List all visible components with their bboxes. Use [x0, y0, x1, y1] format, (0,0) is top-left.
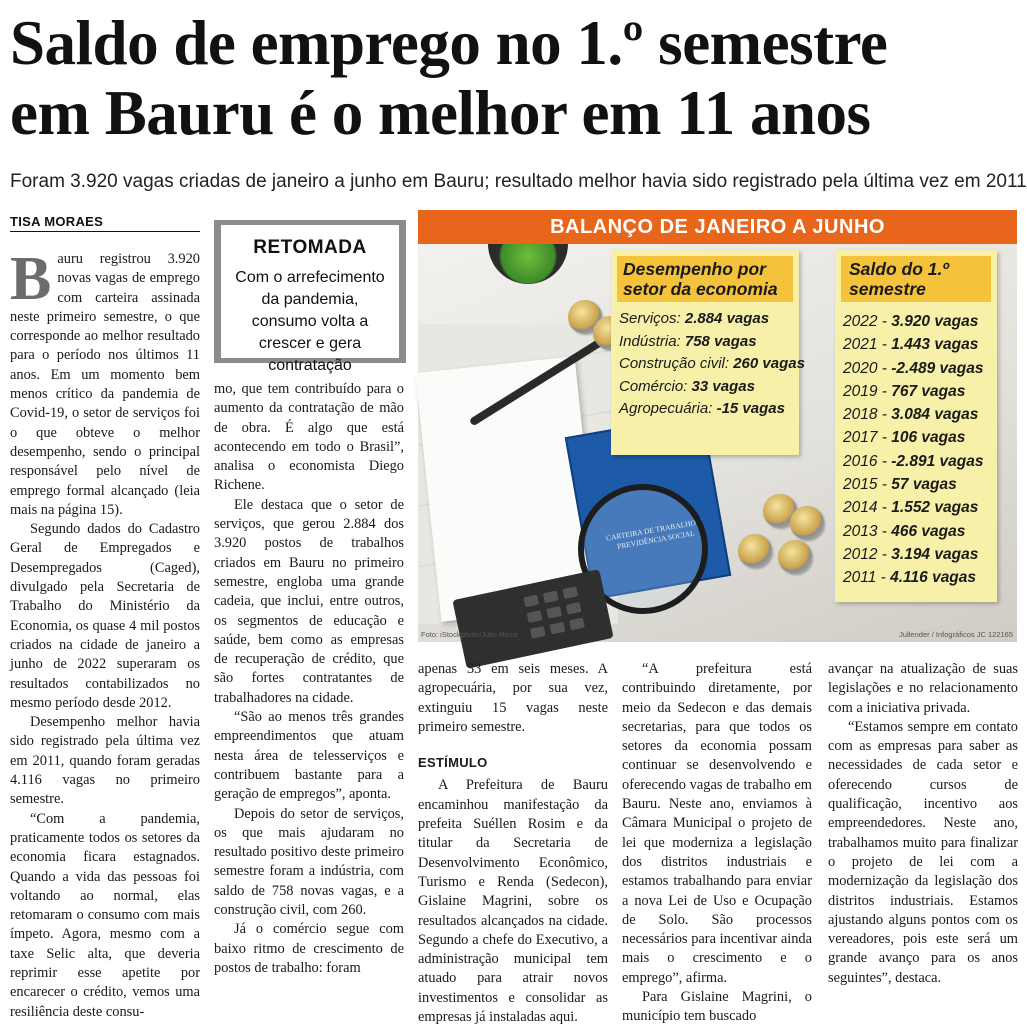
- article-paragraph: Para Gislaine Magrini, o município tem buscado: [622, 989, 812, 1025]
- subheadline: Foram 3.920 vagas criadas de janeiro a junho em Bauru; resultado melhor havia sido registrado pela última vez em 2011: [10, 171, 1027, 192]
- infographic-title: BALANÇO DE JANEIRO A JUNHO: [418, 210, 1017, 244]
- balance-item: 2016 - -2.891 vagas: [843, 452, 984, 470]
- article-paragraph: “São ao menos três grandes empreendimentos que atuam nesta área de telesserviços e contribuem bastante para a geração de empregos”, aponta.: [214, 709, 404, 803]
- balance-item: 2018 - 3.084 vagas: [843, 406, 979, 424]
- article-paragraph: Depois do setor de serviços, os que mais ajudaram no resultado positivo deste primeiro semestre foram a indústria, com saldo de 758 novas vagas, e a construção civil, com 260.: [214, 805, 404, 919]
- photo-credit: Foto: iStockphoto/Julio Ricco: [421, 630, 518, 639]
- sector-item: Indústria: 758 vagas: [619, 332, 757, 350]
- balance-item: 2013 - 466 vagas: [843, 522, 966, 540]
- article-column-5: [828, 660, 1018, 1015]
- plant-illustration: [488, 244, 568, 284]
- coin-icon: [738, 534, 772, 568]
- article-column-2: [214, 380, 404, 1015]
- balance-item: 2012 - 3.194 vagas: [843, 545, 979, 563]
- sector-item: Comércio: 33 vagas: [619, 377, 755, 395]
- headline-line-2: em Bauru é o melhor em 11 anos: [10, 78, 871, 148]
- balance-item: 2019 - 767 vagas: [843, 382, 966, 400]
- work-card-label: CARTEIRA DE TRABALHO E PREVIDÊNCIA SOCIAL: [605, 516, 703, 551]
- art-credit: Jullender / Infográficos JC 122165: [899, 630, 1013, 639]
- balance-item: 2011 - 4.116 vagas: [843, 569, 977, 587]
- pull-box-title: RETOMADA: [253, 237, 367, 258]
- article-paragraph: “Com a pandemia, praticamente todos os setores da economia ficara estagnados. Quando a vida das pessoas foi voltando ao normal, elas retomaram o consumo com mais ímpeto. Agora, mesmo com a taxe Selic alta, que deveria reprimir esse apetite por encarecer o crédito, vemos uma resiliência deste consu-: [10, 810, 200, 1020]
- infographic: [418, 210, 1017, 642]
- balance-panel: [835, 250, 997, 602]
- article-column-3: [418, 660, 608, 1026]
- article-paragraph: Desempenho melhor havia sido registrado pela última vez em 2011, quando foram geradas 4.116 vagas no primeiro semestre.: [10, 714, 200, 808]
- coin-icon: [778, 540, 812, 574]
- headline: [10, 8, 1020, 148]
- article-paragraph: Bauru registrou 3.920 novas vagas de emprego com carteira assinada neste primeiro semestre, o que corresponde ao melhor resultado para o período nos últimos 11 anos. Em um momento bem menos crítico da pandemia de Covid-19, o setor de serviços foi o que obteve o melhor desempenho, sendo o principal responsável pelo nível de emprego formal alcançado (leia mais na página 15).: [10, 245, 200, 518]
- coin-icon: [790, 506, 824, 540]
- balance-panel-title: Saldo do 1.º semestre: [841, 256, 991, 302]
- balance-list: [835, 306, 997, 590]
- article-paragraph: “A prefeitura está contribuindo diretamente, por meio da Sedecon e das demais secretarias, para que todos os setores da economia possam continuar se desenvolvendo e oferecendo vagas de trabalho em Bauru. Neste ano, enviamos à Câmara Municipal o projeto de lei que moderniza a legislação dos distritos industriais e estamos trabalhando para enviar a nova Lei de Uso e Ocupação de Solo. São processos necessários para incentivar ainda mais o crescimento e o emprego”, afirma.: [622, 661, 812, 986]
- article-paragraph: “Estamos sempre em contato com as empresas para saber as necessidades de cada setor e oferecendo cursos de qualificação, incentivo aos empreendedores. Neste ano, trabalhamos muito para finalizar o projeto de lei com a modernização da legislação dos distritos industriais. Estamos ajustando alguns pontos com os vereadores, pois este será um grande avanço para os anos seguintes”, destaca.: [828, 718, 1018, 986]
- pull-box-text: Com o arrefecimento da pandemia, consumo volta a crescer e gera contratação: [235, 269, 385, 374]
- article-paragraph: Segundo dados do Cadastro Geral de Empregados e Desempregados (Caged), divulgado pela Secretaria de Trabalho do Ministério da Economia, os quase 4 mil postos criados na cidade de janeiro a junho de 2022 superaram os resultados contabilizados no mesmo período desde 2012.: [10, 521, 200, 711]
- balance-item: 2020 - -2.489 vagas: [843, 359, 984, 377]
- balance-item: 2022 - 3.920 vagas: [843, 313, 979, 330]
- sector-panel-title: Desempenho por setor da economia: [617, 256, 793, 302]
- article-column-1: [10, 245, 200, 1020]
- sector-item: Serviços: 2.884 vagas: [619, 310, 770, 327]
- article-paragraph: A Prefeitura de Bauru encaminhou manifestação da prefeita Suéllen Rosim e da titular da Secretaria de Desenvolvimento Econômico, Turismo e Renda (Sedecon), Gislaine Magrini, sobre os resultados alcançados na cidade. Segundo a chefe do Executivo, a administração municipal tem atuado para atrair novos investimentos e consolidar as empresas já instaladas aqui.: [418, 777, 608, 1026]
- article-paragraph: apenas 33 em seis meses. A agropecuária, por sua vez, extinguiu 15 vagas neste primeiro semestre.: [418, 661, 608, 735]
- balance-item: 2015 - 57 vagas: [843, 476, 957, 494]
- article-column-4: [622, 660, 812, 1025]
- sector-item: Agropecuária: -15 vagas: [619, 400, 785, 417]
- balance-item: 2014 - 1.552 vagas: [843, 499, 979, 517]
- article-paragraph: Já o comércio segue com baixo ritmo de crescimento de postos de trabalho: foram: [214, 921, 404, 976]
- sector-list: [611, 306, 805, 421]
- drop-cap: B: [10, 245, 52, 313]
- balance-item: 2017 - 106 vagas: [843, 429, 966, 447]
- credits: [418, 626, 1017, 642]
- section-subhead: ESTÍMULO: [418, 755, 488, 771]
- article-paragraph: avançar na atualização de suas legislações e no relacionamento com a iniciativa privada.: [828, 661, 1018, 716]
- balance-item: 2021 - 1.443 vagas: [843, 336, 979, 354]
- pull-box: [214, 220, 406, 374]
- article-paragraph: Ele destaca que o setor de serviços, que gerou 2.884 dos 3.920 postos de trabalhos criados em Bauru no primeiro semestre, engloba uma grande cadeia, que inclui, entre outros, os segmentos de educação e saúde, bem como as empresas de recuperação de crédito, que são fortes contratantes de trabalhadores na cidade.: [214, 496, 404, 706]
- headline-line-1: Saldo de emprego no 1.º semestre: [10, 8, 888, 78]
- article-paragraph: mo, que tem contribuído para o aumento da contratação de mão de obra. É algo que está acontecendo em todo o Brasil”, analisa o economista Diego Richene.: [214, 381, 404, 494]
- sector-panel: [611, 250, 805, 455]
- byline: TISA MORAES: [10, 214, 200, 232]
- sector-item: Construção civil: 260 vagas: [619, 355, 805, 372]
